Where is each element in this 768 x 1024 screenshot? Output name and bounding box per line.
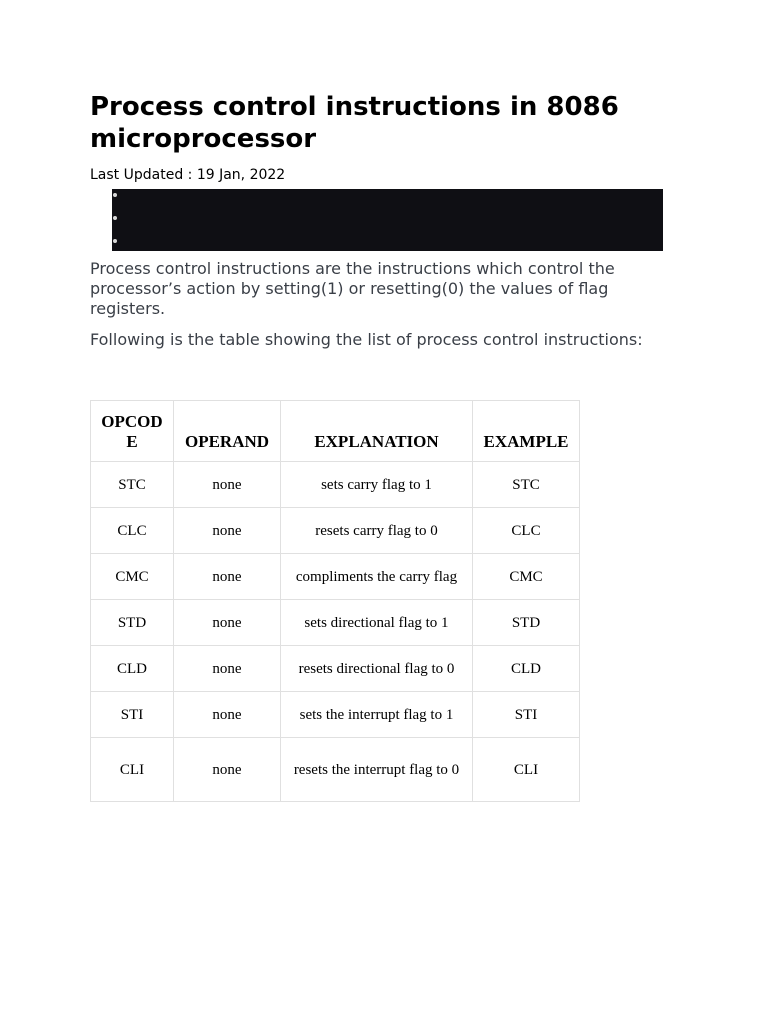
cell-operand: none: [174, 692, 281, 738]
cell-example: STI: [473, 692, 580, 738]
header-opcode: OPCODE: [91, 401, 174, 462]
bullet-item: [112, 191, 120, 199]
cell-example: CLD: [473, 646, 580, 692]
cell-explanation: resets directional flag to 0: [281, 646, 473, 692]
instructions-table: [90, 400, 580, 802]
table-row: [91, 692, 580, 738]
cell-operand: none: [174, 600, 281, 646]
cell-example: CLI: [473, 738, 580, 802]
table-intro-paragraph: Following is the table showing the list of process control instructions:: [90, 330, 643, 349]
cell-explanation: sets carry flag to 1: [281, 462, 473, 508]
last-updated-date: Last Updated : 19 Jan, 2022: [90, 167, 286, 183]
table-row: [91, 554, 580, 600]
cell-explanation: sets directional flag to 1: [281, 600, 473, 646]
cell-operand: none: [174, 738, 281, 802]
cell-example: CLC: [473, 508, 580, 554]
table-row: [91, 508, 580, 554]
cell-operand: none: [174, 508, 281, 554]
cell-explanation: compliments the carry flag: [281, 554, 473, 600]
cell-opcode: CLI: [91, 738, 174, 802]
cell-explanation: resets the interrupt flag to 0: [281, 738, 473, 802]
cell-explanation: resets carry flag to 0: [281, 508, 473, 554]
table-header-row: [91, 401, 580, 462]
header-explanation: EXPLANATION: [281, 401, 473, 462]
table-row: [91, 738, 580, 802]
cell-operand: none: [174, 646, 281, 692]
cell-operand: none: [174, 554, 281, 600]
table-row: [91, 600, 580, 646]
table-row: [91, 462, 580, 508]
cell-explanation: sets the interrupt flag to 1: [281, 692, 473, 738]
cell-example: CMC: [473, 554, 580, 600]
table-row: [91, 646, 580, 692]
cell-opcode: CMC: [91, 554, 174, 600]
share-toolbar: [112, 189, 663, 251]
cell-example: STD: [473, 600, 580, 646]
bullet-item: [112, 214, 120, 222]
cell-opcode: STC: [91, 462, 174, 508]
bullet-item: [112, 237, 120, 245]
cell-opcode: STD: [91, 600, 174, 646]
cell-example: STC: [473, 462, 580, 508]
intro-paragraph: Process control instructions are the instructions which control the processor’s action by setting(1) or resetting(0) the values of flag registers.: [90, 259, 615, 318]
article-title: Process control instructions in 8086 microprocessor: [90, 92, 619, 154]
header-example: EXAMPLE: [473, 401, 580, 462]
cell-operand: none: [174, 462, 281, 508]
cell-opcode: STI: [91, 692, 174, 738]
cell-opcode: CLC: [91, 508, 174, 554]
header-operand: OPERAND: [174, 401, 281, 462]
cell-opcode: CLD: [91, 646, 174, 692]
